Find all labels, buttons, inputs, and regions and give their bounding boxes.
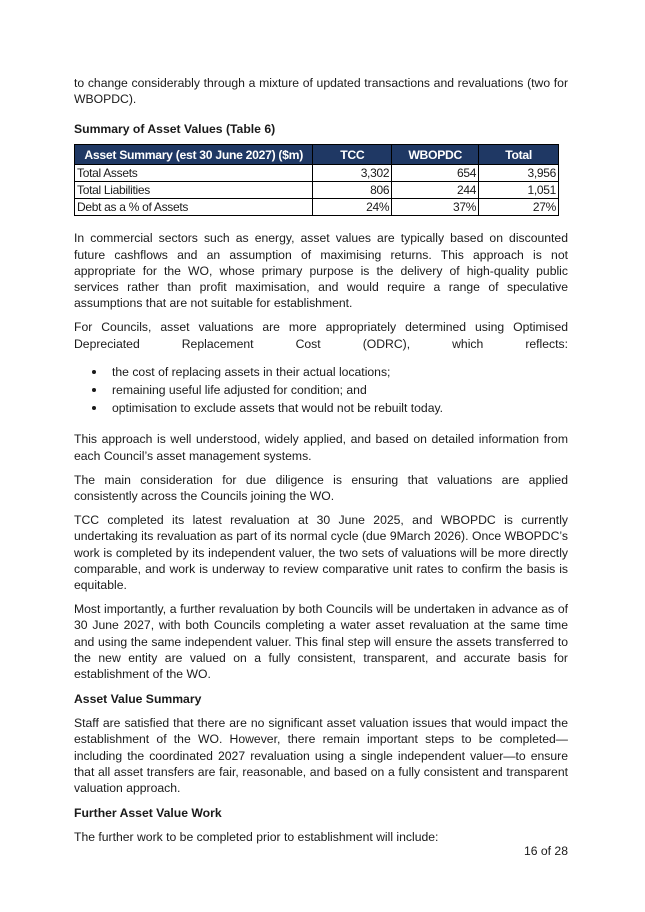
list-item: the cost of replacing assets in their actual locations; bbox=[112, 364, 568, 380]
table-row bbox=[75, 182, 559, 199]
page-number: 16 of 28 bbox=[523, 844, 568, 858]
further-revaluation-paragraph: Most importantly, a further revaluation by both Councils will be undertaken in advance as of 30 June 2027, with both Councils completing a water asset revaluation at the same time and using the same independent valuer. This final step will ensure the assets transferred to the new entity are valued on a fully consistent, transparent, and accurate basis for establishment of the WO. bbox=[74, 602, 568, 682]
staff-paragraph: Staff are satisfied that there are no significant asset valuation issues that would impact the establishment of the WO. However, there remain important steps to be completed—including the coordinated 2027 revaluation using a single independent valuer—to ensure that all asset transfers are fair, reasonable, and based on a fully consistent and transparent valuation approach. bbox=[74, 716, 568, 796]
cell-tcc: 3,302 bbox=[313, 165, 392, 182]
diligence-paragraph: The main consideration for due diligence is ensuring that valuations are applied consistently across the Councils joining the WO. bbox=[74, 472, 568, 504]
further-work-paragraph: The further work to be completed prior to establishment will include: bbox=[74, 830, 439, 845]
cell-wbopdc: 244 bbox=[392, 182, 479, 199]
further-work-heading: Further Asset Value Work bbox=[74, 806, 222, 821]
table-header-row bbox=[75, 145, 559, 165]
approach-paragraph: This approach is well understood, widely applied, and based on detailed information from each Council’s asset management systems. bbox=[74, 432, 568, 463]
cell-total: 1,051 bbox=[479, 182, 559, 199]
row-label: Total Liabilities bbox=[75, 182, 313, 199]
asset-summary-table bbox=[74, 144, 559, 216]
header-tcc: TCC bbox=[313, 145, 392, 165]
cell-wbopdc: 37% bbox=[392, 199, 479, 216]
commercial-paragraph: In commercial sectors such as energy, asset values are typically based on discounted future cashflows and an assumption of maximising returns. This approach is not appropriate for the WO, whose primary purpose is the delivery of high-quality public services rather than profit maximisation, and would require a range of speculative assumptions that are not suitable for establishment. bbox=[74, 231, 568, 311]
row-label: Debt as a % of Assets bbox=[75, 199, 313, 216]
tcc-revaluation-paragraph: TCC completed its latest revaluation at 30 June 2025, and WBOPDC is currently undertaking its revaluation as part of its normal cycle (due 9March 2026). Once WBOPDC’s work is completed by its independent valuer, the two sets of valuations will be more directly comparable, and work is underway to review comparative unit rates to confirm the basis is equitable. bbox=[74, 513, 568, 593]
cell-wbopdc: 654 bbox=[392, 165, 479, 182]
councils-paragraph: For Councils, asset valuations are more appropriately determined using Optimised Depreciated Replacement Cost (ODRC), which reflects: bbox=[74, 320, 568, 351]
intro-paragraph: to change considerably through a mixture of updated transactions and revaluations (two for WBOPDC). bbox=[74, 76, 568, 107]
odrc-bullet-list bbox=[74, 364, 568, 417]
cell-tcc: 806 bbox=[313, 182, 392, 199]
table-row bbox=[75, 199, 559, 216]
cell-total: 27% bbox=[479, 199, 559, 216]
list-item: optimisation to exclude assets that would not be rebuilt today. bbox=[112, 400, 568, 416]
cell-total: 3,956 bbox=[479, 165, 559, 182]
header-asset-summary: Asset Summary (est 30 June 2027) ($m) bbox=[75, 145, 313, 165]
document-page bbox=[74, 75, 568, 846]
header-wbopdc: WBOPDC bbox=[392, 145, 479, 165]
row-label: Total Assets bbox=[75, 165, 313, 182]
cell-tcc: 24% bbox=[313, 199, 392, 216]
header-total: Total bbox=[479, 145, 559, 165]
table-heading: Summary of Asset Values (Table 6) bbox=[74, 122, 276, 137]
table-row bbox=[75, 165, 559, 182]
list-item: remaining useful life adjusted for condition; and bbox=[112, 382, 568, 398]
asset-value-summary-heading: Asset Value Summary bbox=[74, 692, 202, 707]
